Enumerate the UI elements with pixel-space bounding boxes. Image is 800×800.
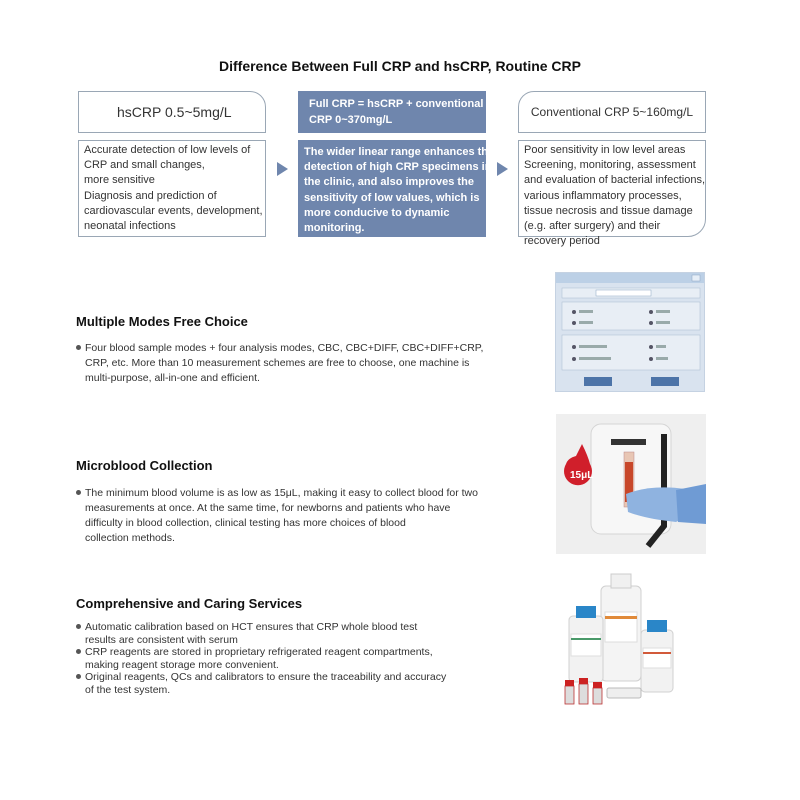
hscrp-line: CRP and small changes,	[84, 159, 205, 172]
section-body-services	[76, 621, 508, 696]
conventional-crp-line: and evaluation of bacterial infections,	[524, 174, 706, 187]
section-title-modes: Multiple Modes Free Choice	[76, 314, 248, 329]
hscrp-description	[78, 140, 266, 237]
bullet-text: CRP, etc. More than 10 measurement schemes are free to choose, one machine is	[85, 357, 470, 369]
section-body-modes	[76, 341, 508, 386]
full-crp-line: monitoring.	[304, 222, 365, 235]
bullet-text: making reagent storage more convenient.	[85, 658, 279, 671]
full-crp-line: The wider linear range enhances the	[304, 146, 495, 158]
conventional-crp-line: recovery period	[524, 235, 600, 248]
conventional-crp-line: (e.g. after surgery) and their	[524, 220, 661, 233]
conventional-crp-heading-box	[518, 91, 706, 133]
hscrp-heading-box	[78, 91, 266, 133]
bullet-text: of the test system.	[85, 683, 171, 696]
bullet-text: results are consistent with serum	[85, 633, 238, 646]
full-crp-heading-box	[298, 91, 486, 133]
bullet-icon	[76, 490, 81, 495]
bullet-text: Four blood sample modes + four analysis modes, CBC, CBC+DIFF, CBC+DIFF+CRP,	[85, 342, 484, 354]
page-title: Difference Between Full CRP and hsCRP, Routine CRP	[219, 58, 581, 74]
full-crp-description	[298, 140, 495, 237]
bullet-icon	[76, 674, 81, 679]
arrow-right-icon	[497, 162, 508, 176]
full-crp-line: more conducive to dynamic	[304, 206, 450, 219]
hscrp-line: Accurate detection of low levels of	[84, 144, 251, 156]
blood-volume-label: 15μL	[570, 470, 594, 481]
conventional-crp-description	[518, 140, 706, 248]
section-body-microblood	[76, 486, 508, 546]
bullet-icon	[76, 624, 81, 629]
arrow-right-icon	[277, 162, 288, 176]
section-title-services: Comprehensive and Caring Services	[76, 596, 303, 611]
bullet-text: collection methods.	[85, 532, 175, 544]
hscrp-line: more sensitive	[84, 174, 155, 187]
bullet-text: CRP reagents are stored in proprietary refrigerated reagent compartments,	[85, 646, 433, 658]
conventional-crp-heading: Conventional CRP 5~160mg/L	[530, 105, 694, 119]
bullet-text: Automatic calibration based on HCT ensures that CRP whole blood test	[85, 621, 418, 633]
hscrp-heading: hsCRP 0.5~5mg/L	[117, 104, 232, 120]
bullet-text: difficulty in blood collection, clinical testing has more choices of blood	[85, 517, 406, 529]
section-title-microblood: Microblood Collection	[76, 458, 213, 473]
reagent-bottles-photo	[555, 568, 705, 708]
full-crp-line: the clinic, and also improves the	[304, 176, 474, 189]
modes-dialog-illustration	[556, 273, 705, 392]
bullet-text: Original reagents, QCs and calibrators to ensure the traceability and accuracy	[85, 671, 447, 683]
full-crp-heading-line1: Full CRP = hsCRP + conventional	[309, 98, 484, 110]
blood-collection-photo	[556, 414, 706, 554]
reagent-bottles-illustration	[555, 568, 705, 708]
conventional-crp-line: various inflammatory processes,	[524, 189, 682, 202]
bullet-icon	[76, 345, 81, 350]
full-crp-line: detection of high CRP specimens in	[304, 161, 492, 174]
hscrp-line: neonatal infections	[84, 220, 176, 233]
hscrp-line: cardiovascular events, development,	[84, 204, 263, 217]
conventional-crp-line: tissue necrosis and tissue damage	[524, 204, 693, 217]
bullet-text: multi-purpose, all-in-one and efficient.	[85, 372, 260, 384]
bullet-icon	[76, 649, 81, 654]
conventional-crp-line: Screening, monitoring, assessment	[524, 159, 696, 172]
bullet-text: measurements at once. At the same time, for newborns and patients who have	[85, 502, 451, 514]
conventional-crp-line: Poor sensitivity in low level areas	[524, 144, 686, 156]
hscrp-line: Diagnosis and prediction of	[84, 189, 217, 202]
full-crp-heading-line2: CRP 0~370mg/L	[309, 114, 393, 126]
full-crp-line: sensitivity of low values, which is	[304, 191, 480, 204]
analysis-modes-screenshot	[555, 272, 705, 392]
blood-collection-illustration	[556, 414, 706, 554]
bullet-text: The minimum blood volume is as low as 15μL, making it easy to collect blood for two	[85, 487, 478, 499]
